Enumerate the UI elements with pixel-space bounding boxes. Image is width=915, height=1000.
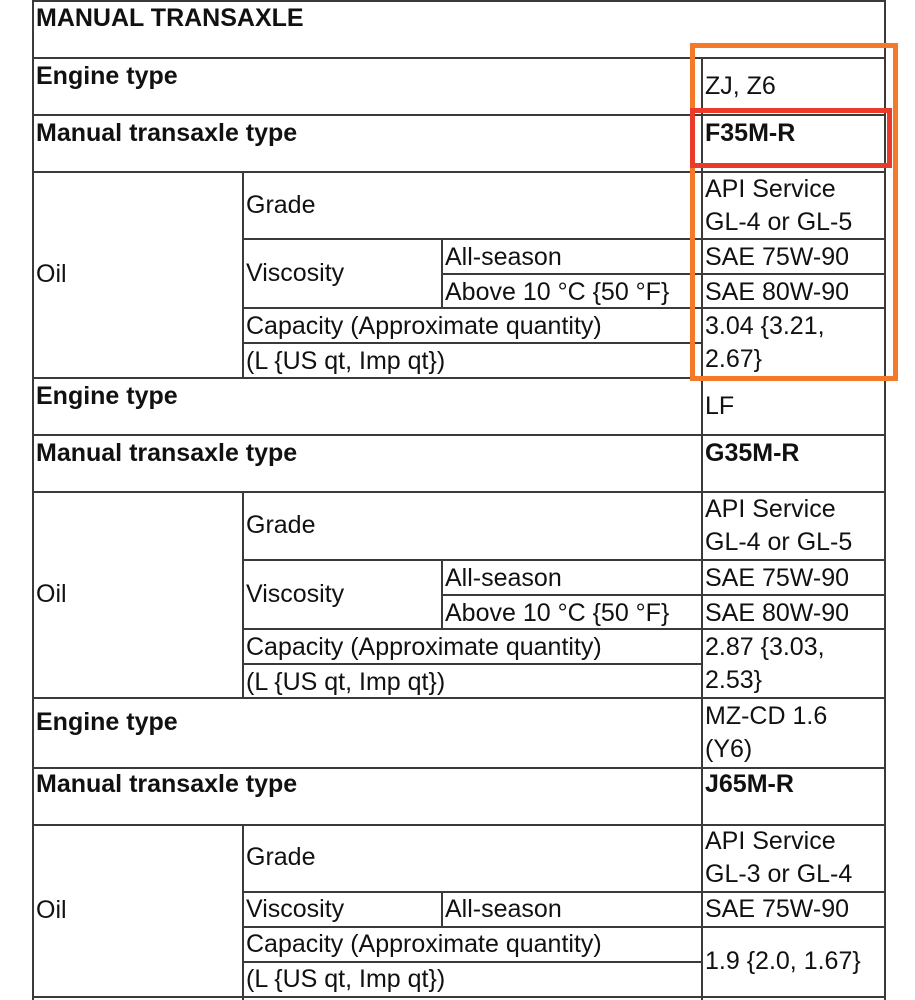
- transaxle-type-label: Manual transaxle type: [36, 119, 298, 147]
- oil-label: Oil: [36, 580, 67, 608]
- all-season-label: All-season: [445, 243, 562, 271]
- engine-type-value: ZJ, Z6: [705, 72, 776, 100]
- capacity-value-line2: 2.53}: [705, 666, 763, 694]
- engine-type-value-line2: (Y6): [705, 735, 753, 763]
- capacity-value-line2: 2.67}: [705, 345, 763, 373]
- capacity-label-line1: Capacity (Approximate quantity): [246, 312, 602, 340]
- engine-type-value: LF: [705, 392, 735, 420]
- capacity-label-line2: (L {US qt, Imp qt}): [246, 965, 446, 993]
- oil-label: Oil: [36, 260, 67, 288]
- grade-value-line2: GL-4 or GL-5: [705, 208, 853, 236]
- above-10c-label: Above 10 °C {50 °F}: [445, 278, 670, 306]
- grade-label: Grade: [246, 511, 316, 539]
- table-title: MANUAL TRANSAXLE: [36, 4, 304, 32]
- viscosity-all-season-value: SAE 75W-90: [705, 564, 850, 592]
- grade-value-line2: GL-4 or GL-5: [705, 528, 853, 556]
- transaxle-type-label: Manual transaxle type: [36, 439, 298, 467]
- engine-type-value-line1: MZ-CD 1.6: [705, 702, 828, 730]
- above-10c-label: Above 10 °C {50 °F}: [445, 599, 670, 627]
- capacity-label-line1: Capacity (Approximate quantity): [246, 930, 602, 958]
- viscosity-above-10c-value: SAE 80W-90: [705, 599, 850, 627]
- viscosity-label: Viscosity: [246, 580, 345, 608]
- grade-value-line1: API Service: [705, 495, 836, 523]
- grade-value-line2: GL-3 or GL-4: [705, 860, 853, 888]
- capacity-label-line2: (L {US qt, Imp qt}): [246, 347, 446, 375]
- engine-type-label: Engine type: [36, 382, 178, 410]
- grade-value-line1: API Service: [705, 175, 836, 203]
- transaxle-type-value: F35M-R: [705, 119, 796, 147]
- engine-type-label: Engine type: [36, 62, 178, 90]
- viscosity-all-season-value: SAE 75W-90: [705, 895, 850, 923]
- capacity-label-line2: (L {US qt, Imp qt}): [246, 668, 446, 696]
- grade-label: Grade: [246, 191, 316, 219]
- capacity-value-line1: 2.87 {3.03,: [705, 633, 825, 661]
- viscosity-above-10c-value: SAE 80W-90: [705, 278, 850, 306]
- capacity-label-line1: Capacity (Approximate quantity): [246, 633, 602, 661]
- transaxle-type-label: Manual transaxle type: [36, 770, 298, 798]
- grade-label: Grade: [246, 843, 316, 871]
- capacity-value: 1.9 {2.0, 1.67}: [705, 947, 861, 975]
- viscosity-all-season-value: SAE 75W-90: [705, 243, 850, 271]
- capacity-value-line1: 3.04 {3.21,: [705, 312, 825, 340]
- all-season-label: All-season: [445, 564, 562, 592]
- grade-value-line1: API Service: [705, 827, 836, 855]
- engine-type-label: Engine type: [36, 708, 178, 736]
- transaxle-type-value: J65M-R: [705, 770, 794, 798]
- transaxle-type-value: G35M-R: [705, 439, 800, 467]
- all-season-label: All-season: [445, 895, 562, 923]
- viscosity-label: Viscosity: [246, 259, 345, 287]
- oil-label: Oil: [36, 896, 67, 924]
- viscosity-label: Viscosity: [246, 895, 345, 923]
